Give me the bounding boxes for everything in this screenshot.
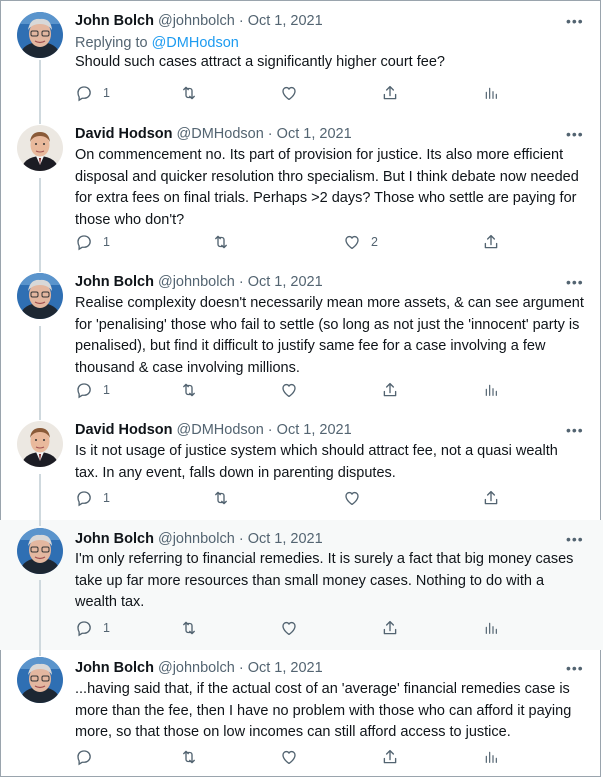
tweet-text: Realise complexity doesn't necessarily mean more assets, & can see argument for 'penalising' those who fail to settle (so long as not just the 'innocent' party is penalised), but find it difficult to justify same fee for a case involving a few thousand & case involving millions. [75,295,584,376]
retweet-button[interactable] [179,381,199,399]
analytics-icon [483,748,499,766]
tweet-actions [75,619,515,639]
avatar-john-bolch[interactable] [17,657,63,703]
reply-icon [75,748,93,766]
more-icon[interactable]: ••• [566,422,584,438]
share-button[interactable] [381,381,399,399]
author-handle[interactable]: @DMHodson [176,126,264,142]
retweet-button[interactable] [179,748,199,766]
retweet-icon [211,233,231,251]
tweet-date[interactable]: Oct 1, 2021 [276,126,352,142]
reply-button[interactable] [75,84,110,102]
share-icon [381,619,399,637]
reply-button[interactable] [75,619,110,637]
thread-line [39,474,41,520]
analytics-button[interactable] [483,619,499,637]
separator-dot: · [238,531,244,547]
tweet-header [75,125,352,143]
thread-line [39,60,41,118]
tweet-date[interactable]: Oct 1, 2021 [247,274,323,290]
author-handle[interactable]: @johnbolch [157,660,235,676]
tweet-header [75,659,323,677]
retweet-icon [211,489,231,507]
share-icon [381,84,399,102]
like-count: 2 [371,235,378,249]
tweet-text: Is it not usage of justice system which should attract fee, not a quasi wealth tax. In any event, falls down in parenting disputes. [75,443,558,481]
author-handle[interactable]: @DMHodson [176,422,264,438]
like-icon [280,748,298,766]
analytics-icon [483,84,499,102]
analytics-icon [483,619,499,637]
like-button[interactable] [343,233,378,251]
author-handle[interactable]: @johnbolch [157,13,235,29]
reply-count: 1 [103,621,110,635]
more-icon[interactable]: ••• [566,274,584,290]
author-name[interactable]: David Hodson [75,422,173,438]
thread-line [39,178,41,266]
tweet[interactable] [0,0,603,118]
tweet-actions [75,84,515,104]
reply-button[interactable] [75,748,103,766]
like-button[interactable] [343,489,371,507]
analytics-button[interactable] [483,84,499,102]
share-button[interactable] [381,619,399,637]
retweet-button[interactable] [211,233,231,251]
author-name[interactable]: David Hodson [75,126,173,142]
tweet[interactable] [0,266,603,414]
tweet[interactable] [0,414,603,520]
like-icon [280,619,298,637]
analytics-button[interactable] [483,748,499,766]
more-icon[interactable]: ••• [566,660,584,676]
tweet[interactable] [0,520,603,650]
author-name[interactable]: John Bolch [75,531,154,547]
thread-line [39,414,41,420]
thread-line [39,580,41,650]
reply-button[interactable] [75,381,110,399]
reply-count: 1 [103,491,110,505]
retweet-button[interactable] [179,619,199,637]
tweet-actions [75,748,515,768]
like-button[interactable] [280,748,308,766]
separator-dot: · [238,13,244,29]
author-handle[interactable]: @johnbolch [157,274,235,290]
author-name[interactable]: John Bolch [75,13,154,29]
separator-dot: · [238,660,244,676]
reply-icon [75,381,93,399]
share-icon [482,489,500,507]
reply-icon [75,619,93,637]
retweet-icon [179,619,199,637]
tweet-text: ...having said that, if the actual cost of an 'average' financial remedies case is more than the fee, then I have no problem with those who can afford it paying more, so that those on low incomes can still afford access to justice. [75,681,572,740]
share-icon [381,381,399,399]
tweet-header [75,273,323,291]
tweet-actions [75,381,515,401]
author-handle[interactable]: @johnbolch [157,531,235,547]
reply-icon [75,84,93,102]
like-button[interactable] [280,381,308,399]
replying-to [75,34,239,52]
tweet-date[interactable]: Oct 1, 2021 [276,422,352,438]
tweet-text: Should such cases attract a significantly higher court fee? [75,54,445,70]
author-name[interactable]: John Bolch [75,274,154,290]
share-button[interactable] [381,84,399,102]
avatar-john-bolch[interactable] [17,528,63,574]
author-name[interactable]: John Bolch [75,660,154,676]
tweet[interactable] [0,118,603,266]
avatar-david-hodson[interactable] [17,125,63,171]
thread-line [39,118,41,124]
retweet-icon [179,748,199,766]
tweet-header [75,12,323,30]
tweet-actions [75,233,515,253]
like-icon [280,84,298,102]
reply-count: 1 [103,235,110,249]
tweet-text: On commencement no. Its part of provision for justice. Its also more efficient disposal and quicker resolution thro specialism. But I think debate now needed for extra fees on final trials. Perhaps >2 days? Those who settle are paying for those who don't? [75,147,579,228]
tweet-date[interactable]: Oct 1, 2021 [247,531,323,547]
reply-button[interactable] [75,233,110,251]
like-button[interactable] [280,619,308,637]
retweet-icon [179,381,199,399]
like-icon [343,233,361,251]
reply-icon [75,489,93,507]
like-icon [343,489,361,507]
avatar-john-bolch[interactable] [17,12,63,58]
reply-count: 1 [103,86,110,100]
thread-line [39,520,41,526]
tweet-actions [75,489,515,509]
like-button[interactable] [280,84,308,102]
separator-dot: · [267,422,273,438]
share-icon [482,233,500,251]
reply-count: 1 [103,383,110,397]
share-button[interactable] [482,233,500,251]
tweet-date[interactable]: Oct 1, 2021 [247,13,323,29]
thread-line [39,266,41,272]
separator-dot: · [267,126,273,142]
share-button[interactable] [482,489,500,507]
retweet-icon [179,84,199,102]
share-icon [381,748,399,766]
thread-line [39,326,41,414]
replying-to-handle[interactable]: @DMHodson [151,35,239,51]
more-icon[interactable]: ••• [566,531,584,547]
tweet[interactable] [0,650,603,779]
analytics-icon [483,381,499,399]
more-icon[interactable]: ••• [566,13,584,29]
tweet-header [75,421,352,439]
avatar-john-bolch[interactable] [17,273,63,319]
tweet-date[interactable]: Oct 1, 2021 [247,660,323,676]
separator-dot: · [238,274,244,290]
share-button[interactable] [381,748,399,766]
avatar-david-hodson[interactable] [17,421,63,467]
reply-button[interactable] [75,489,110,507]
more-icon[interactable]: ••• [566,126,584,142]
thread-line [39,650,41,656]
like-icon [280,381,298,399]
retweet-button[interactable] [179,84,199,102]
tweet-text: I'm only referring to financial remedies. It is surely a fact that big money cases take up far more resources than small money cases. Nothing to do with a wealth tax. [75,551,574,610]
retweet-button[interactable] [211,489,231,507]
analytics-button[interactable] [483,381,499,399]
replying-to-label: Replying to [75,35,148,51]
reply-icon [75,233,93,251]
tweet-header [75,530,323,548]
